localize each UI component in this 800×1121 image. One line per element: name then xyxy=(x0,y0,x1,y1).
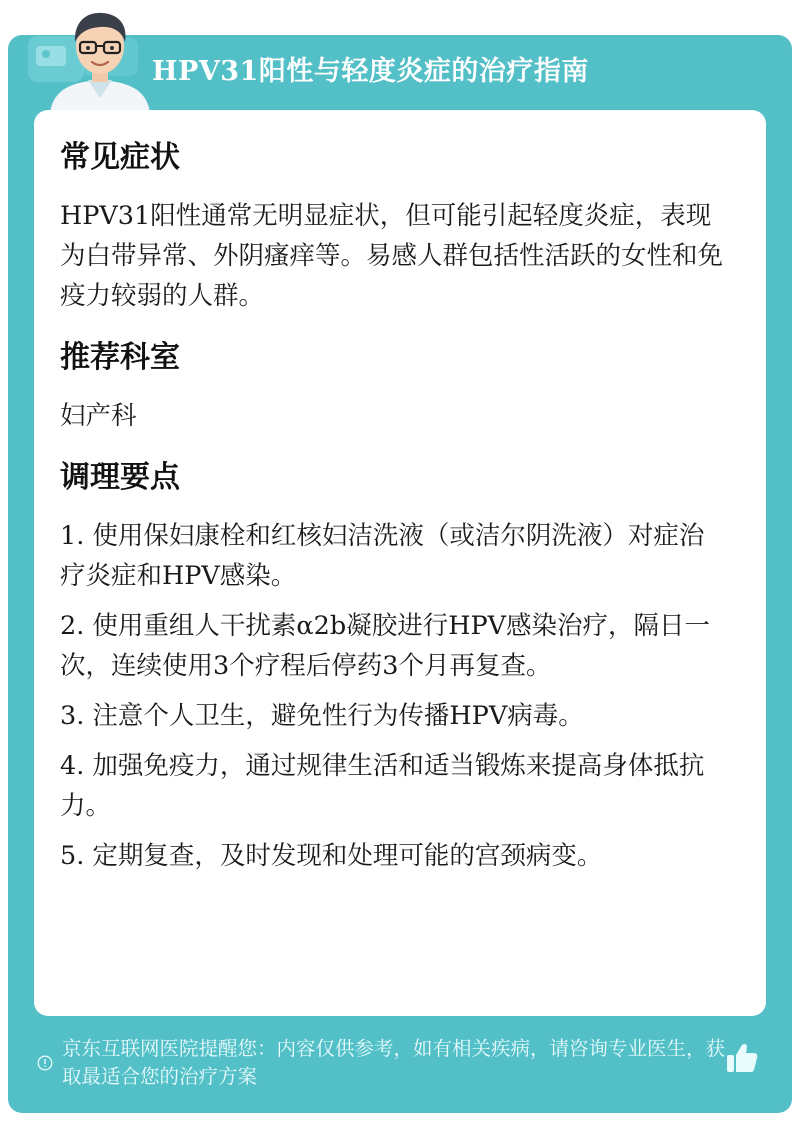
care-item-5: 5. 定期复查，及时发现和处理可能的宫颈病变。 xyxy=(60,841,603,871)
page-title: HPV31阳性与轻度炎症的治疗指南 xyxy=(152,56,589,87)
care-heading: 调理要点 xyxy=(60,460,180,495)
footer-notice: 京东互联网医院提醒您：内容仅供参考，如有相关疾病，请咨询专业医生，获取最适合您的治疗方案 xyxy=(62,1037,726,1088)
thumbs-up-icon[interactable] xyxy=(724,1040,760,1076)
care-item-4: 4. 加强免疫力，通过规律生活和适当锻炼来提高身体抵抗力。 xyxy=(60,751,705,821)
content-body xyxy=(60,128,726,886)
doctor-avatar-icon xyxy=(48,6,152,112)
department-heading: 推荐科室 xyxy=(60,340,180,375)
symptoms-text: HPV31阳性通常无明显症状，但可能引起轻度炎症，表现为白带异常、外阴瘙痒等。易感人群包括性活跃的女性和免疫力较弱的人群。 xyxy=(60,201,724,311)
info-icon xyxy=(37,1055,53,1071)
care-item-1: 1. 使用保妇康栓和红核妇洁洗液（或洁尔阴洗液）对症治疗炎症和HPV感染。 xyxy=(60,521,705,591)
symptoms-heading: 常见症状 xyxy=(60,140,180,175)
care-item-2: 2. 使用重组人干扰素α2b凝胶进行HPV感染治疗，隔日一次，连续使用3个疗程后停药3个月再复查。 xyxy=(60,611,711,681)
department-text: 妇产科 xyxy=(60,401,137,431)
content-card xyxy=(34,110,766,1016)
care-item-3: 3. 注意个人卫生，避免性行为传播HPV病毒。 xyxy=(60,701,584,731)
